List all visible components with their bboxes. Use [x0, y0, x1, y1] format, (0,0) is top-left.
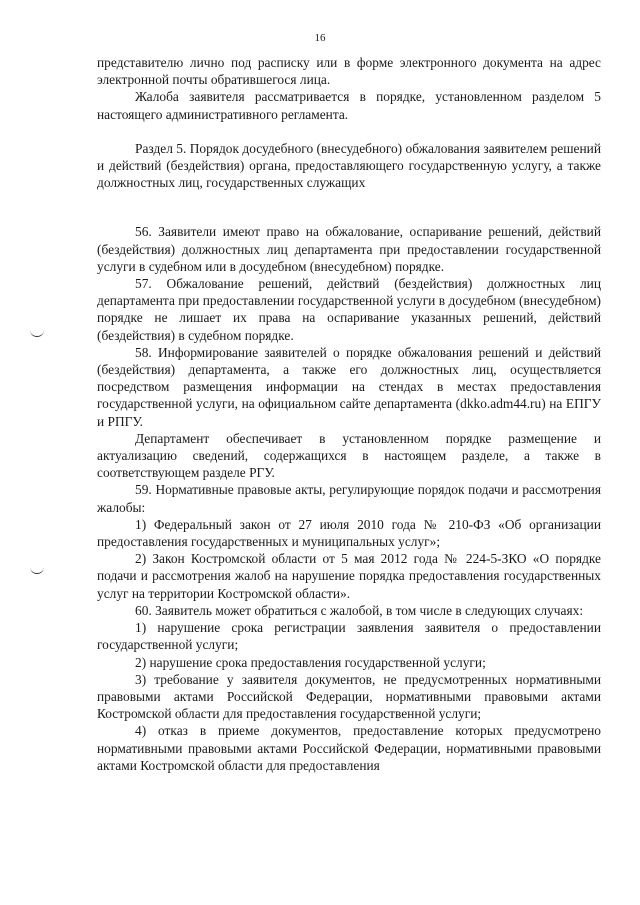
- list-item: 1) Федеральный закон от 27 июля 2010 года № 210-ФЗ «Об организации предоставления государственных и муниципальных услуг»;: [97, 516, 601, 550]
- section-title: Раздел 5. Порядок досудебного (внесудебного) обжалования заявителем решений и действий (бездействия) органа, предоставляющего государственную услугу, а также должностных лиц, государственных служащих: [97, 140, 601, 191]
- list-item: 1) нарушение срока регистрации заявления заявителя о предоставлении государственной услуги;: [97, 620, 601, 653]
- margin-hole-mark: [30, 567, 44, 574]
- margin-hole-mark: [30, 330, 44, 337]
- paragraph: представителю лично под расписку или в форме электронного документа на адрес электронной почты обратившегося лица.: [97, 55, 601, 88]
- paragraph: 58. Информирование заявителей о порядке обжалования решений и действий (бездействия) департамента, а также его должностных лиц, осуществляется посредством размещения информации на стендах в местах предоставления государственной услуги, на официальном сайте департамента (dkko.adm44.ru) на ЕПГУ и РПГУ.: [97, 344, 601, 429]
- paragraph: 60. Заявитель может обратиться с жалобой, в том числе в следующих случаях:: [135, 602, 584, 618]
- page-number: 16: [314, 32, 326, 44]
- paragraph: 59. Нормативные правовые акты, регулирующие порядок подачи и рассмотрения жалобы:: [97, 482, 601, 515]
- list-item: 4) отказ в приеме документов, предоставление которых предусмотрено нормативными правовыми актами Российской Федерации, нормативными правовыми актами Костромской области для предоставления: [97, 723, 601, 773]
- paragraph: Департамент обеспечивает в установленном порядке размещение и актуализацию сведений, содержащихся в настоящем разделе, а также в соответствующем разделе РГУ.: [97, 430, 601, 481]
- list-item: 2) нарушение срока предоставления государственной услуги;: [135, 654, 486, 670]
- paragraph: 56. Заявители имеют право на обжалование, оспаривание решений, действий (бездействия) должностных лиц департамента при предоставлении государственной услуги в судебном или в досудебном (внесудебном) порядке.: [97, 224, 601, 274]
- list-item: 3) требование у заявителя документов, не предусмотренных нормативными правовыми актами Российской Федерации, нормативными правовыми актами Костромской области для предоставления государственной услуги;: [97, 671, 601, 722]
- list-item: 2) Закон Костромской области от 5 мая 2012 года № 224-5-ЗКО «О порядке подачи и рассмотрения жалоб на нарушение порядка предоставления государственных услуг на территории Костромской области».: [97, 551, 601, 601]
- document-body: [97, 54, 601, 774]
- paragraph: 57. Обжалование решений, действий (бездействия) должностных лиц департамента при предоставлении государственной услуги в досудебном (внесудебном) порядке не лишает их права на оспаривание указанных решений, действий (бездействия) в судебном порядке.: [97, 276, 601, 343]
- paragraph: Жалоба заявителя рассматривается в порядке, установленном разделом 5 настоящего административного регламента.: [97, 89, 601, 122]
